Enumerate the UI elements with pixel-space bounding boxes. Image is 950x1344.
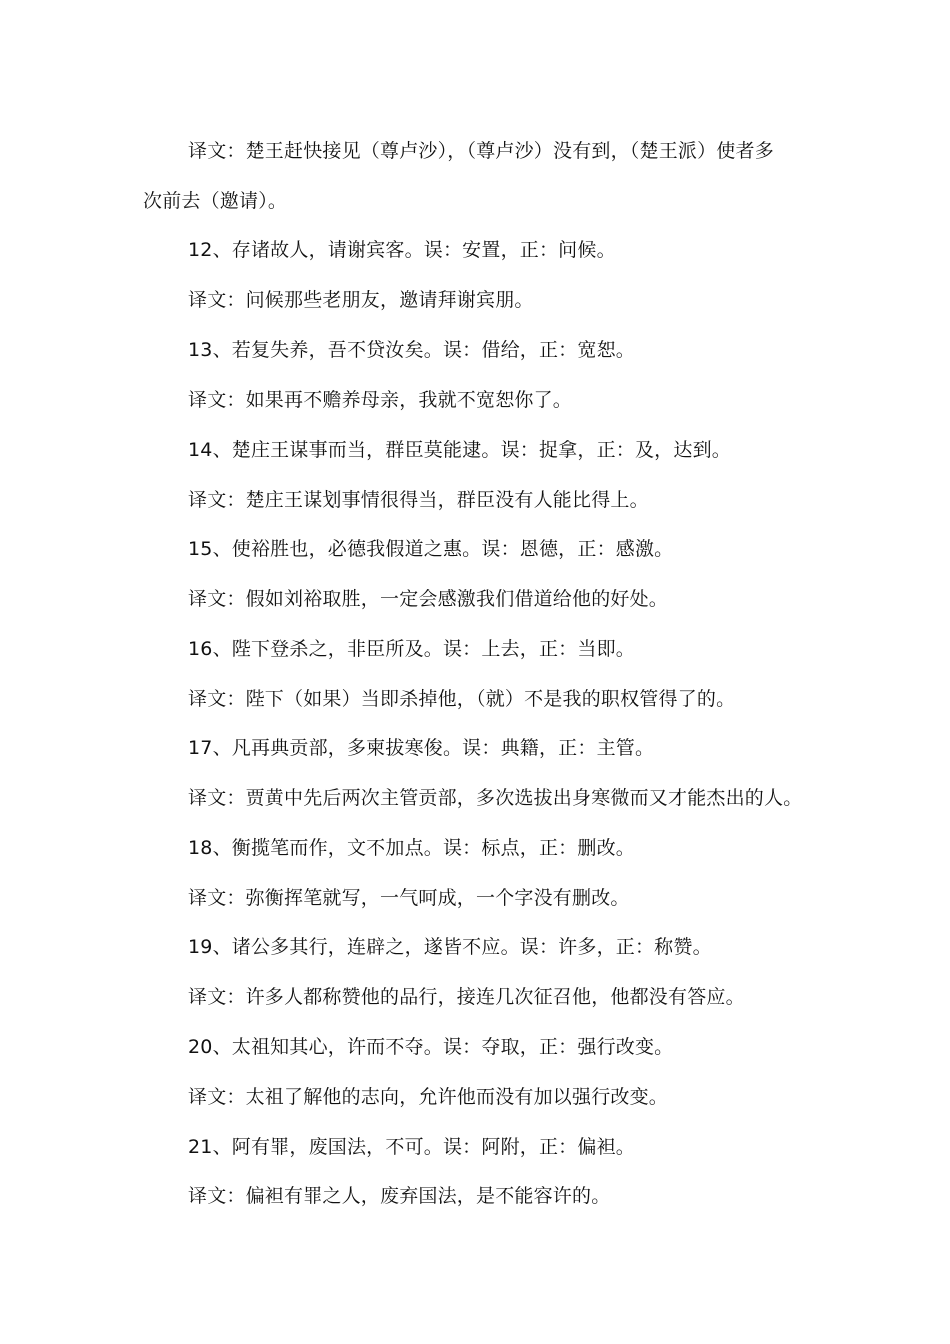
entry-13: 13、若复失养，吾不贷汝矣。误：借给，正：宽恕。	[188, 339, 635, 361]
entry-16: 16、陛下登杀之，非臣所及。误：上去，正：当即。	[188, 638, 635, 660]
entry-20: 20、太祖知其心，许而不夺。误：夺取，正：强行改变。	[188, 1036, 674, 1058]
translation-17: 译文：贾黄中先后两次主管贡部，多次选拔出身寒微而又才能杰出的人。	[188, 787, 803, 809]
translation-paragraph-11: 译文：楚王赶快接见（尊卢沙），（尊卢沙）没有到，（楚王派）使者多	[188, 140, 774, 162]
entry-18: 18、衡揽笔而作，文不加点。误：标点，正：删改。	[188, 837, 635, 859]
translation-14: 译文：楚庄王谋划事情很得当，群臣没有人能比得上。	[188, 489, 649, 511]
entry-17: 17、凡再典贡部，多柬拔寒俊。误：典籍，正：主管。	[188, 737, 655, 759]
entry-12: 12、存诸故人，请谢宾客。误：安置，正：问候。	[188, 239, 616, 261]
entry-15: 15、使裕胜也，必德我假道之惠。误：恩德，正：感激。	[188, 538, 674, 560]
translation-12: 译文：问候那些老朋友，邀请拜谢宾朋。	[188, 289, 534, 311]
translation-21: 译文：偏袒有罪之人，废弃国法，是不能容许的。	[188, 1185, 611, 1207]
translation-18: 译文：弥衡挥笔就写，一气呵成，一个字没有删改。	[188, 887, 630, 909]
translation-20: 译文：太祖了解他的志向，允许他而没有加以强行改变。	[188, 1086, 669, 1108]
entry-19: 19、诸公多其行，连辟之，遂皆不应。误：许多，正：称赞。	[188, 936, 712, 958]
translation-paragraph-11-continued: 次前去（邀请）。	[143, 190, 288, 212]
translation-15: 译文：假如刘裕取胜，一定会感激我们借道给他的好处。	[188, 588, 669, 610]
entry-21: 21、阿有罪，废国法，不可。误：阿附，正：偏袒。	[188, 1136, 635, 1158]
translation-19: 译文：许多人都称赞他的品行，接连几次征召他，他都没有答应。	[188, 986, 745, 1008]
translation-13: 译文：如果再不赡养母亲，我就不宽恕你了。	[188, 389, 573, 411]
translation-16: 译文：陛下（如果）当即杀掉他，（就）不是我的职权管得了的。	[188, 688, 736, 710]
entry-14: 14、楚庄王谋事而当，群臣莫能逮。误：捉拿，正：及，达到。	[188, 439, 731, 461]
